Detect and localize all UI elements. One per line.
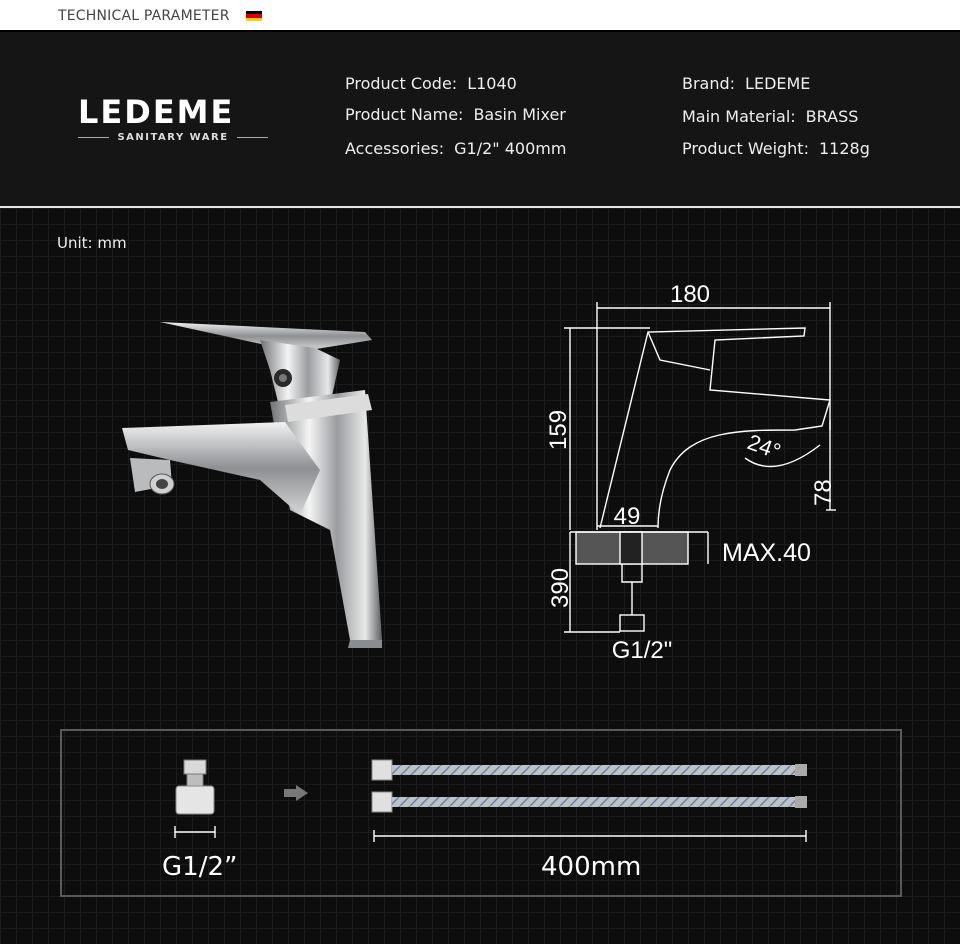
spec-accessories: Accessories: G1/2" 400mm [345,139,567,158]
logo-subtitle: SANITARY WARE [117,132,229,143]
spec-material: Main Material: BRASS [682,107,859,126]
dim-hose-length: 390 [547,567,574,608]
logo-text: LEDEME [78,93,235,131]
spec-product-name: Product Name: Basin Mixer [345,105,566,124]
spec-weight: Product Weight: 1128g [682,139,870,158]
brand-logo [78,93,268,143]
top-bar [0,0,960,32]
spec-brand: Brand: LEDEME [682,74,811,93]
german-flag-icon [246,11,262,21]
dim-max-deck: MAX.40 [722,539,811,567]
spec-header [0,32,960,208]
dim-height: 159 [545,409,572,450]
arrow-right-icon [284,785,308,801]
hose-length-label: 400mm [541,852,642,882]
dim-spout-height: 78 [810,479,837,506]
hose-image [370,756,810,846]
spec-product-code: Product Code: L1040 [345,74,517,93]
dim-width: 180 [669,281,711,308]
dim-angle: 24° [744,429,785,465]
faucet-photo [110,310,400,650]
dim-spout-reach: 49 [613,503,641,530]
adapter-image [160,756,230,846]
technical-drawing [530,270,860,670]
dim-thread: G1/2" [611,637,673,664]
adapter-label: G1/2” [162,852,238,882]
section-title: TECHNICAL PARAMETER [58,8,230,24]
unit-label: Unit: mm [57,234,127,252]
